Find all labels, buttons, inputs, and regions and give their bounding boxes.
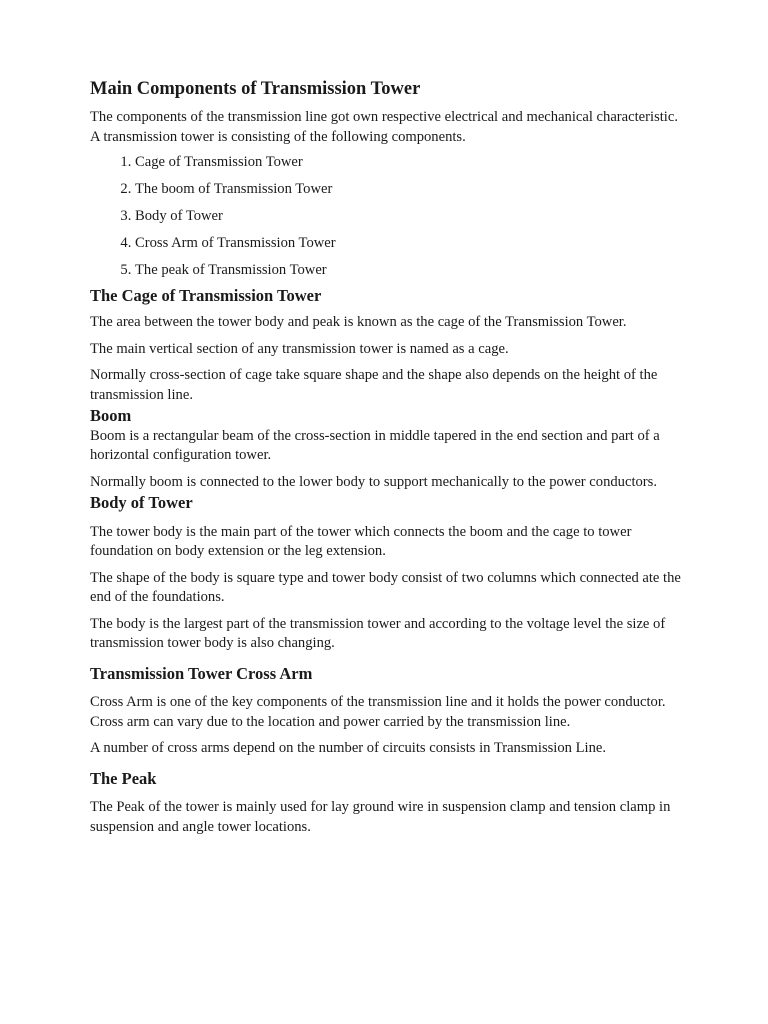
cage-paragraph-3: Normally cross-section of cage take square shape and the shape also depends on the height of the transmission line. bbox=[90, 367, 658, 403]
cage-paragraph-2: The main vertical section of any transmission tower is named as a cage. bbox=[90, 340, 509, 357]
list-item: 5. The peak of Transmission Tower bbox=[135, 261, 688, 281]
list-item: 2. The boom of Transmission Tower bbox=[135, 180, 688, 200]
intro-paragraph: The components of the transmission line got own respective electrical and mechanical characteristic. A transmission tower is consisting of the following components. bbox=[90, 109, 678, 145]
cross-arm-paragraph-2: A number of cross arms depend on the number of circuits consists in Transmission Line. bbox=[90, 740, 606, 757]
peak-paragraph-1: The Peak of the tower is mainly used for lay ground wire in suspension clamp and tension clamp in suspension and angle tower locations. bbox=[90, 799, 671, 835]
body-paragraph-2: The shape of the body is square type and tower body consist of two columns which connected ate the end of the foundations. bbox=[90, 569, 681, 606]
section-heading-peak: The Peak bbox=[90, 768, 157, 788]
boom-paragraph-2: Normally boom is connected to the lower body to support mechanically to the power conductors. bbox=[90, 473, 657, 490]
cross-arm-paragraph-1: Cross Arm is one of the key components of the transmission line and it holds the power conductor. Cross arm can vary due to the location and power carried by the transmission line. bbox=[90, 694, 666, 730]
list-item: 1. Cage of Transmission Tower bbox=[135, 153, 688, 173]
cage-paragraph-1: The area between the tower body and peak is known as the cage of the Transmission Tower. bbox=[90, 314, 627, 331]
list-item: 4. Cross Arm of Transmission Tower bbox=[135, 234, 688, 254]
section-heading-body: Body of Tower bbox=[90, 493, 193, 513]
body-paragraph-1: The tower body is the main part of the tower which connects the boom and the cage to tower foundation on body extension or the leg extension. bbox=[90, 523, 632, 560]
document-title: Main Components of Transmission Tower bbox=[90, 79, 421, 99]
section-heading-cage: The Cage of Transmission Tower bbox=[90, 286, 322, 306]
body-paragraph-3: The body is the largest part of the transmission tower and according to the voltage level the size of transmission tower body is also changing. bbox=[90, 615, 666, 652]
boom-paragraph-1: Boom is a rectangular beam of the cross-section in middle tapered in the end section and part of a horizontal configuration tower. bbox=[90, 427, 660, 464]
section-heading-boom: Boom bbox=[90, 406, 132, 426]
components-list bbox=[90, 153, 688, 281]
section-heading-cross-arm: Transmission Tower Cross Arm bbox=[90, 663, 313, 683]
list-item: 3. Body of Tower bbox=[135, 207, 688, 227]
